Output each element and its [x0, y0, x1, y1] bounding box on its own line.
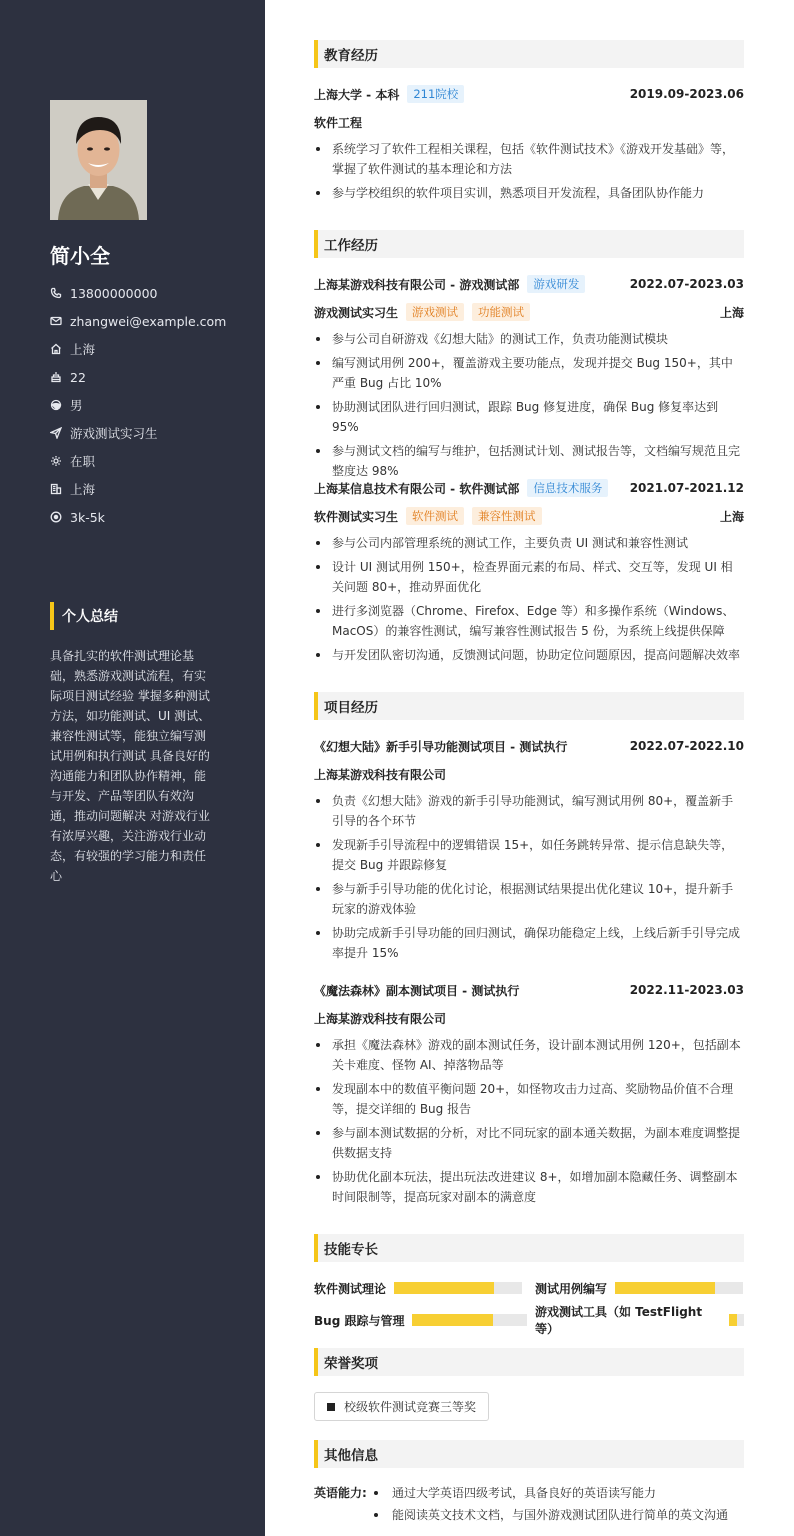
list-item: 参与公司自研游戏《幻想大陆》的测试工作，负责功能测试模块 — [314, 329, 744, 349]
work-city-text: 上海 — [70, 482, 96, 497]
contact-info-list — [50, 279, 226, 531]
education-header-row — [314, 85, 744, 103]
project-date: 2022.07-2022.10 — [629, 739, 744, 753]
list-item: 参与副本测试数据的分析，对比不同玩家的副本通关数据，为副本难度调整提供数据支持 — [314, 1123, 744, 1163]
gender-text: 男 — [70, 398, 83, 413]
job-industry-tag: 游戏研发 — [527, 275, 585, 293]
job-skill-tag: 软件测试 — [406, 507, 464, 525]
phone-icon — [50, 287, 62, 299]
info-email — [50, 307, 226, 335]
info-phone — [50, 279, 226, 307]
school-tag: 211院校 — [407, 85, 464, 103]
list-item: 发现副本中的数值平衡问题 20+，如怪物攻击力过高、奖励物品价值不合理等，提交详细的 Bug 报告 — [314, 1079, 744, 1119]
job-city: 上海 — [719, 509, 744, 524]
info-position — [50, 419, 226, 447]
job-date: 2021.07-2021.12 — [629, 481, 744, 495]
skill-bar — [615, 1282, 743, 1294]
education-major-row — [314, 113, 744, 131]
avatar-photo — [50, 100, 147, 220]
phone-text: 13800000000 — [70, 285, 158, 301]
job-header-row — [314, 275, 744, 293]
job-company: 上海某信息技术有限公司 - 软件测试部 — [314, 481, 520, 496]
other-info — [314, 1483, 744, 1527]
skill-name: 游戏测试工具（如 TestFlight 等） — [535, 1305, 703, 1336]
major-name: 软件工程 — [314, 115, 363, 130]
job-city: 上海 — [719, 305, 744, 320]
email-text: zhangwei@example.com — [70, 313, 227, 329]
info-status — [50, 447, 226, 475]
job-skill-tag: 功能测试 — [472, 303, 530, 321]
age-icon — [50, 371, 62, 383]
status-icon — [50, 455, 62, 467]
skill-bar — [729, 1314, 744, 1326]
project-header-row — [314, 981, 744, 999]
skill-bar-fill — [412, 1314, 493, 1326]
mail-icon — [50, 315, 62, 327]
job-header-row — [314, 479, 744, 497]
award-badge — [314, 1392, 489, 1421]
list-item: 参与测试文档的编写与维护，包括测试计划、测试报告等，文档编写规范且完整度达 98% — [314, 441, 744, 481]
skill-item — [314, 1311, 527, 1329]
info-work-city — [50, 475, 226, 503]
salary-icon — [50, 511, 62, 523]
project-company: 上海某游戏科技有限公司 — [314, 1011, 447, 1026]
list-item: 设计 UI 测试用例 150+，检查界面元素的布局、样式、交互等，发现 UI 相关问题 80+，推动界面优化 — [314, 557, 744, 597]
sidebar — [0, 0, 265, 1536]
status-text: 在职 — [70, 454, 96, 469]
skills-section-title: 技能专长 — [314, 1234, 744, 1262]
project-bullets — [314, 1035, 744, 1211]
list-item: 通过大学英语四级考试，具备良好的英语读写能力 — [372, 1483, 728, 1503]
list-item: 协助完成新手引导功能的回归测试，确保功能稳定上线，上线后新手引导完成率提升 15% — [314, 923, 744, 963]
city-text: 上海 — [70, 342, 96, 357]
salary-text: 3k-5k — [70, 509, 105, 525]
skill-bar-fill — [394, 1282, 494, 1294]
skill-name: 测试用例编写 — [535, 1281, 608, 1296]
skill-name: 软件测试理论 — [314, 1281, 387, 1296]
square-bullet-icon — [327, 1403, 335, 1411]
list-item: 承担《魔法森林》游戏的副本测试任务，设计副本测试用例 120+，包括副本关卡难度、怪物 AI、掉落物品等 — [314, 1035, 744, 1075]
project-name: 《幻想大陆》新手引导功能测试项目 - 测试执行 — [314, 739, 568, 754]
other-bullets — [372, 1483, 728, 1527]
skill-item — [314, 1279, 522, 1297]
job-skill-tag: 兼容性测试 — [472, 507, 542, 525]
gender-icon — [50, 399, 62, 411]
project-date: 2022.11-2023.03 — [629, 983, 744, 997]
position-text: 游戏测试实习生 — [70, 426, 158, 441]
candidate-name: 简小全 — [50, 244, 110, 268]
home-icon — [50, 343, 62, 355]
project-header-row — [314, 737, 744, 755]
project-company-row — [314, 1009, 744, 1027]
list-item: 协助测试团队进行回归测试，跟踪 Bug 修复进度，确保 Bug 修复率达到 95% — [314, 397, 744, 437]
job-position-row — [314, 507, 744, 525]
job-position: 游戏测试实习生 — [314, 305, 399, 320]
education-section-title: 教育经历 — [314, 40, 744, 68]
projects-section-title: 项目经历 — [314, 692, 744, 720]
avatar — [50, 100, 147, 220]
skill-bar-fill — [615, 1282, 715, 1294]
list-item: 能阅读英文技术文档，与国外游戏测试团队进行简单的英文沟通 — [372, 1505, 728, 1525]
summary-title: 个人总结 — [50, 602, 118, 630]
award-text: 校级软件测试竞赛三等奖 — [344, 1400, 477, 1414]
awards-section-title: 荣誉奖项 — [314, 1348, 744, 1376]
job-skill-tag: 游戏测试 — [406, 303, 464, 321]
list-item: 进行多浏览器（Chrome、Firefox、Edge 等）和多操作系统（Windows、MacOS）的兼容性测试，编写兼容性测试报告 5 份，为系统上线提供保障 — [314, 601, 744, 641]
education-bullets — [314, 139, 744, 207]
job-bullets — [314, 533, 744, 669]
skill-bar-fill — [729, 1314, 737, 1326]
list-item: 负责《幻想大陆》游戏的新手引导功能测试，编写测试用例 80+，覆盖新手引导的各个环节 — [314, 791, 744, 831]
info-city — [50, 335, 226, 363]
info-gender — [50, 391, 226, 419]
age-text: 22 — [70, 369, 86, 385]
info-salary — [50, 503, 226, 531]
info-age — [50, 363, 226, 391]
project-company: 上海某游戏科技有限公司 — [314, 767, 447, 782]
skill-bar — [394, 1282, 522, 1294]
list-item: 编写测试用例 200+，覆盖游戏主要功能点，发现并提交 Bug 150+，其中严重 Bug 占比 10% — [314, 353, 744, 393]
list-item: 协助优化副本玩法，提出玩法改进建议 8+，如增加副本隐藏任务、调整副本时间限制等，提高玩家对副本的满意度 — [314, 1167, 744, 1207]
skill-item — [535, 1279, 743, 1297]
project-company-row — [314, 765, 744, 783]
job-bullets — [314, 329, 744, 485]
job-industry-tag: 信息技术服务 — [527, 479, 608, 497]
list-item: 参与公司内部管理系统的测试工作，主要负责 UI 测试和兼容性测试 — [314, 533, 744, 553]
building-icon — [50, 483, 62, 495]
list-item: 参与新手引导功能的优化讨论，根据测试结果提出优化建议 10+，提升新手玩家的游戏体验 — [314, 879, 744, 919]
job-date: 2022.07-2023.03 — [629, 277, 744, 291]
skill-bar — [412, 1314, 527, 1326]
summary-text: 具备扎实的软件测试理论基础，熟悉游戏测试流程，有实际项目测试经验 掌握多种测试方法，如功能测试、UI 测试、兼容性测试等，能独立编写测试用例和执行测试 具备良好的沟通能力和团队协作精神，能与开发、产品等团队有效沟通，推动问题解决 对游戏行业有浓厚兴趣，关注游戏行业动态，有较强的学习能力和责任心 — [50, 649, 211, 883]
education-date: 2019.09-2023.06 — [629, 87, 744, 101]
list-item: 系统学习了软件工程相关课程，包括《软件测试技术》《游戏开发基础》等，掌握了软件测试的基本理论和方法 — [314, 139, 744, 179]
skill-item — [535, 1305, 744, 1336]
list-item: 参与学校组织的软件项目实训，熟悉项目开发流程，具备团队协作能力 — [314, 183, 744, 203]
job-position-row — [314, 303, 744, 321]
english-label: 英语能力: — [314, 1486, 367, 1500]
other-section-title: 其他信息 — [314, 1440, 744, 1468]
send-icon — [50, 427, 62, 439]
project-name: 《魔法森林》副本测试项目 - 测试执行 — [314, 983, 520, 998]
list-item: 发现新手引导流程中的逻辑错误 15+，如任务跳转异常、提示信息缺失等，提交 Bug 并跟踪修复 — [314, 835, 744, 875]
project-bullets — [314, 791, 744, 967]
job-position: 软件测试实习生 — [314, 509, 399, 524]
skill-name: Bug 跟踪与管理 — [314, 1313, 405, 1328]
school-name: 上海大学 - 本科 — [314, 87, 400, 102]
work-section-title: 工作经历 — [314, 230, 744, 258]
list-item: 与开发团队密切沟通，反馈测试问题，协助定位问题原因，提高问题解决效率 — [314, 645, 744, 665]
job-company: 上海某游戏科技有限公司 - 游戏测试部 — [314, 277, 520, 292]
